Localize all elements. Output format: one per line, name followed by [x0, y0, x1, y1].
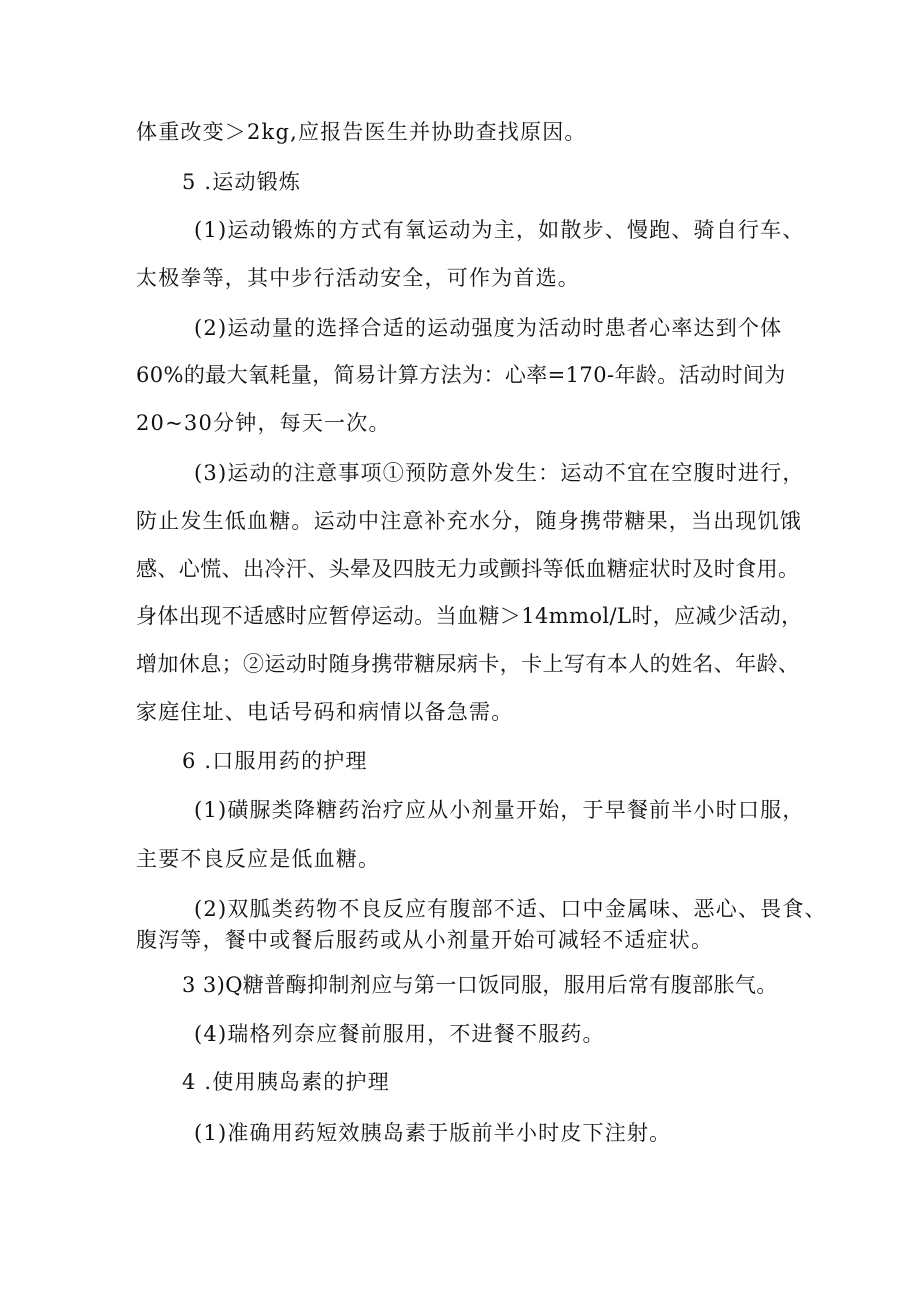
- section-heading: 6 .口服用药的护理: [182, 749, 368, 773]
- paragraph-line: 腹泻等，餐中或餐后服药或从小剂量开始可减轻不适症状。: [136, 928, 714, 952]
- paragraph-line: 防止发生低血糖。运动中注意补充水分，随身携带糖果，当出现饥饿: [136, 509, 802, 533]
- paragraph-line: 主要不良反应是低血糖。: [136, 847, 381, 871]
- text-line: 体重改变＞2kg,应报告医生并协助查找原因。: [136, 120, 587, 144]
- paragraph-line: 3 3)Q糖普酶抑制剂应与第一口饭同服，服用后常有腹部胀气。: [182, 973, 778, 997]
- paragraph-line: (3)运动的注意事项①预防意外发生：运动不宜在空腹时进行，: [194, 461, 805, 485]
- paragraph-line: (1)准确用药短效胰岛素于版前半小时皮下注射。: [194, 1121, 672, 1145]
- paragraph-line: 增加休息；②运动时随身携带糖尿病卡，卡上写有本人的姓名、年龄、: [136, 652, 800, 676]
- paragraph-line: 太极拳等，其中步行活动安全，可作为首选。: [136, 266, 580, 290]
- paragraph-line: 20~30分钟，每天一次。: [136, 411, 391, 435]
- section-heading: 5 .运动锻炼: [182, 170, 302, 194]
- paragraph-line: (2)运动量的选择合适的运动强度为活动时患者心率达到个体: [194, 316, 783, 340]
- paragraph-line: 60%的最大氧耗量，简易计算方法为：心率=170-年龄。活动时间为: [136, 363, 786, 387]
- paragraph-line: 家庭住址、电话号码和病情以备急需。: [136, 700, 514, 724]
- paragraph-line: (4)瑞格列奈应餐前服用，不进餐不服药。: [194, 1022, 605, 1046]
- paragraph-line: (1)运动锻炼的方式有氧运动为主，如散步、慢跑、骑自行车、: [194, 218, 805, 242]
- paragraph-line: 感、心慌、出冷汗、头晕及四肢无力或颤抖等低血糖症状时及时食用。: [136, 557, 800, 581]
- section-heading: 4 .使用胰岛素的护理: [182, 1070, 390, 1094]
- paragraph-line: (2)双胍类药物不良反应有腹部不适、口中金属味、恶心、畏食、: [194, 897, 827, 921]
- paragraph-line: 身体出现不适感时应暂停运动。当血糖＞14mmol/L时，应减少活动，: [136, 604, 803, 628]
- paragraph-line: (1)磺脲类降糖药治疗应从小剂量开始，于早餐前半小时口服，: [194, 798, 805, 822]
